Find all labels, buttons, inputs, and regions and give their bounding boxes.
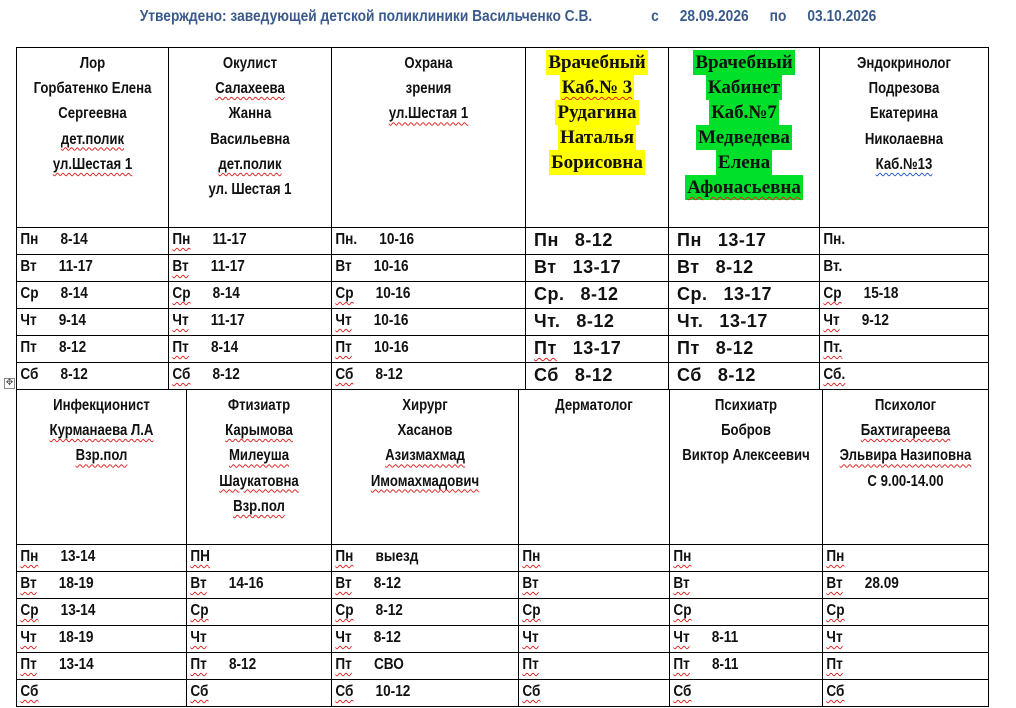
weekday-label: Ср: [190, 602, 209, 619]
doctor-name: Афонасьевна: [687, 177, 801, 198]
hours-value: 8-12: [580, 284, 619, 304]
schedule-cell: [169, 228, 332, 255]
schedule-cell: [332, 572, 519, 599]
doctor-name: Бахтигареева: [860, 422, 951, 440]
schedule-table-bottom: [16, 389, 989, 707]
weekday-label: Пн.: [335, 231, 358, 248]
address: ул.Шестая 1: [388, 105, 469, 123]
weekday-label: Ср.: [677, 284, 708, 304]
table-move-handle-icon[interactable]: ✥: [5, 378, 14, 388]
schedule-cell: [823, 572, 989, 599]
weekday-label: Пт: [677, 338, 700, 358]
doctor-cell-khirurg: [332, 390, 519, 545]
hours-value: 8-11: [711, 656, 739, 673]
schedule-cell: [820, 228, 989, 255]
schedule-cell: [17, 336, 169, 363]
weekday-label: Сб.: [823, 366, 846, 383]
schedule-row: [17, 363, 989, 390]
schedule-cell: [17, 228, 169, 255]
schedule-row: [17, 309, 989, 336]
doctor-name: Екатерина: [870, 105, 938, 123]
address: ул. Шестая 1: [208, 181, 292, 199]
hours-value: 13-17: [719, 311, 768, 331]
doctor-cell-okulist: [169, 48, 332, 228]
document-header: [71, 8, 945, 26]
weekday-label: Вт: [826, 575, 843, 592]
schedule-sheet: [16, 47, 989, 701]
hours-value: 13-14: [58, 656, 94, 673]
weekday-label: Пн: [20, 548, 39, 565]
hours-value: 10-16: [373, 339, 409, 356]
schedule-cell: [519, 545, 670, 572]
schedule-cell: [187, 680, 332, 707]
specialty: Окулист: [222, 55, 278, 72]
schedule-cell: [823, 653, 989, 680]
schedule-cell: [17, 282, 169, 309]
schedule-cell: [519, 680, 670, 707]
weekday-label: Вт: [673, 575, 690, 592]
hours-value: 18-19: [58, 629, 94, 646]
hours-value: 28.09: [864, 575, 899, 592]
schedule-row: [17, 228, 989, 255]
location: дет.полик: [60, 130, 125, 148]
schedule-row: [17, 545, 989, 572]
doctor-name: Подрезова: [868, 80, 940, 98]
weekday-label: Сб: [335, 683, 354, 700]
weekday-label: Пт: [190, 656, 207, 673]
schedule-cell: [332, 545, 519, 572]
weekday-label: ПН: [190, 548, 211, 565]
weekday-label: Сб: [522, 683, 541, 700]
hours-value: 11-17: [58, 258, 93, 275]
hours-value: 10-16: [373, 312, 409, 329]
weekday-label: Пн: [20, 231, 39, 248]
hours-value: 14-16: [228, 575, 264, 592]
weekday-label: Вт: [335, 258, 352, 275]
specialty: Эндокринолог: [857, 55, 951, 72]
weekday-label: Чт.: [534, 311, 561, 331]
schedule-cell: [526, 363, 669, 390]
hours-value: 8-12: [574, 230, 613, 250]
doctor-name: Азизмахмад: [385, 447, 465, 465]
schedule-cell: [820, 255, 989, 282]
weekday-label: Чт: [190, 629, 207, 646]
weekday-label: Пн: [826, 548, 845, 565]
hours-value: 11-17: [210, 258, 245, 275]
weekday-label: Чт: [20, 312, 37, 329]
schedule-cell: [332, 282, 526, 309]
schedule-cell: [669, 309, 820, 336]
schedule-cell: [669, 363, 820, 390]
weekday-label: Чт: [826, 629, 843, 646]
hours-value: 9-12: [861, 312, 889, 329]
doctor-name: Наталья: [559, 127, 634, 148]
doctor-name: Васильевна: [210, 130, 290, 148]
weekday-label: Сб: [20, 366, 39, 383]
schedule-cell: [17, 309, 169, 336]
doctor-name: Эльвира Назиповна: [839, 447, 972, 465]
hours-value: 10-16: [373, 258, 409, 275]
cabinet: Каб.№ 3: [561, 77, 633, 98]
schedule-cell: [526, 309, 669, 336]
doctor-cell-dermatolog: [519, 390, 670, 545]
from-date: 28.09.2026: [679, 8, 749, 25]
schedule-cell: [526, 228, 669, 255]
doctor-name: Курманаева Л.А: [49, 422, 154, 440]
schedule-cell: [17, 680, 187, 707]
hours-value: 8-14: [212, 285, 240, 302]
weekday-label: Вт: [172, 258, 189, 275]
weekday-label: Чт: [172, 312, 189, 329]
hours-value: 8-12: [373, 575, 402, 592]
hours-value: 8-12: [715, 257, 754, 277]
schedule-cell: [823, 680, 989, 707]
weekday-label: Вт: [534, 257, 557, 277]
hours-value: 13-17: [572, 257, 622, 277]
hours-value: 8-12: [375, 602, 403, 619]
weekday-label: Чт.: [677, 311, 704, 331]
weekday-label: Пт: [335, 339, 352, 356]
doctor-name: Горбатенко Елена: [33, 80, 152, 98]
doctor-cell-cabinet-7: [669, 48, 820, 228]
hours-value: 8-12: [60, 366, 88, 383]
schedule-cell: [17, 572, 187, 599]
from-label: с: [651, 8, 659, 25]
doctor-name: Рудагина: [557, 102, 637, 123]
hours-value: 8-12: [574, 365, 613, 385]
weekday-label: Вт.: [823, 258, 843, 275]
schedule-cell: [17, 363, 169, 390]
schedule-cell: [187, 653, 332, 680]
weekday-label: Вт: [190, 575, 207, 592]
hours-value: 13-17: [572, 338, 622, 358]
location: Взр.пол: [233, 497, 285, 515]
doctor-name: Хасанов: [397, 422, 453, 440]
weekday-label: Чт: [522, 629, 539, 646]
weekday-label: Пн: [677, 230, 702, 250]
hours-value: 8-14: [60, 231, 88, 248]
weekday-label: Пт: [335, 656, 352, 673]
doctor-name: Жанна: [228, 105, 272, 123]
hours-value: 11-17: [210, 312, 245, 329]
doctor-name: Сергеевна: [58, 105, 127, 123]
weekday-label: Чт: [673, 629, 690, 646]
weekday-label: Сб: [20, 683, 39, 700]
schedule-cell: [670, 572, 823, 599]
reception-hours: С 9.00-14.00: [867, 472, 944, 490]
hours-value: 8-12: [373, 629, 401, 646]
doctor-cell-psikhiatr: [670, 390, 823, 545]
weekday-label: Вт: [20, 575, 37, 592]
weekday-label: Ср: [522, 602, 541, 619]
to-date: 03.10.2026: [807, 8, 877, 25]
schedule-cell: [332, 626, 519, 653]
cabinet: Каб.№7: [711, 102, 777, 123]
schedule-cell: [169, 282, 332, 309]
weekday-label: Вт: [522, 575, 539, 592]
hours-value: 13-14: [60, 602, 96, 619]
specialty: зрения: [405, 80, 452, 98]
cabinet: Каб.№13: [875, 155, 933, 173]
weekday-label: Вт: [335, 575, 352, 592]
hours-value: 8-14: [210, 339, 239, 356]
schedule-table-top: [16, 47, 989, 390]
location: дет.полик: [218, 155, 282, 173]
doctor-name: Шаукатовна: [219, 472, 299, 490]
schedule-cell: [823, 545, 989, 572]
doctor-name: Карымова: [225, 422, 293, 440]
weekday-label: Сб: [335, 366, 354, 383]
schedule-cell: [519, 599, 670, 626]
doctor-name: Виктор Алексеевич: [682, 447, 810, 465]
weekday-label: Пт: [522, 656, 539, 673]
specialty: Врачебный: [548, 52, 646, 73]
schedule-cell: [17, 653, 187, 680]
hours-value: 9-14: [58, 312, 86, 329]
address: ул.Шестая 1: [52, 155, 133, 173]
schedule-cell: [526, 336, 669, 363]
doctor-name: Салахеева: [215, 80, 285, 98]
hours-value: 8-11: [711, 629, 739, 646]
hours-value: 15-18: [863, 285, 899, 302]
hours-value: 8-14: [60, 285, 88, 302]
doctor-header-row: [17, 48, 989, 228]
schedule-cell: [670, 653, 823, 680]
schedule-cell: [526, 282, 669, 309]
doctor-cell-psikholog: [823, 390, 989, 545]
doctor-name: Борисовна: [551, 152, 643, 173]
hours-value: 18-19: [58, 575, 94, 592]
schedule-cell: [823, 626, 989, 653]
schedule-cell: [526, 255, 669, 282]
schedule-cell: [820, 336, 989, 363]
specialty: Фтизиатр: [227, 397, 291, 414]
schedule-cell: [332, 363, 526, 390]
schedule-cell: [823, 599, 989, 626]
weekday-label: Ср: [335, 285, 354, 302]
specialty: Психиатр: [714, 397, 778, 414]
specialty: Врачебный: [695, 52, 793, 73]
schedule-cell: [332, 680, 519, 707]
weekday-label: Чт: [20, 629, 37, 646]
schedule-cell: [169, 363, 332, 390]
schedule-cell: [187, 599, 332, 626]
doctor-name: Николаевна: [864, 130, 944, 148]
doctor-cell-ftiziatr: [187, 390, 332, 545]
schedule-cell: [519, 653, 670, 680]
weekday-label: Пн: [534, 230, 559, 250]
weekday-label: Чт: [823, 312, 840, 329]
schedule-row: [17, 626, 989, 653]
hours-value: 8-12: [58, 339, 87, 356]
schedule-cell: [670, 680, 823, 707]
schedule-cell: [17, 545, 187, 572]
weekday-label: Пт: [673, 656, 690, 673]
schedule-cell: [332, 309, 526, 336]
weekday-label: Пт.: [823, 339, 843, 356]
weekday-label: Пн: [172, 231, 191, 248]
hours-value: 10-12: [375, 683, 411, 700]
schedule-cell: [519, 572, 670, 599]
hours-value: выезд: [375, 548, 419, 565]
to-label: по: [769, 8, 787, 25]
weekday-label: Сб: [673, 683, 692, 700]
hours-value: 10-16: [379, 231, 415, 248]
doctor-name: Медведева: [698, 127, 790, 148]
schedule-cell: [820, 363, 989, 390]
doctor-cell-endokrinolog: [820, 48, 989, 228]
specialty: Инфекционист: [53, 397, 150, 414]
schedule-cell: [332, 255, 526, 282]
schedule-cell: [332, 653, 519, 680]
schedule-cell: [169, 336, 332, 363]
schedule-cell: [820, 282, 989, 309]
hours-value: 8-12: [717, 365, 756, 385]
schedule-row: [17, 653, 989, 680]
doctor-cell-lor: [17, 48, 169, 228]
schedule-cell: [169, 309, 332, 336]
weekday-label: Ср: [335, 602, 354, 619]
weekday-label: Пн: [522, 548, 541, 565]
specialty: Лор: [79, 55, 106, 72]
hours-value: 13-17: [717, 230, 767, 250]
hours-value: 8-12: [212, 366, 240, 383]
schedule-cell: [187, 626, 332, 653]
schedule-cell: [670, 599, 823, 626]
weekday-label: Ср: [823, 285, 842, 302]
weekday-label: Сб: [826, 683, 845, 700]
specialty: Охрана: [404, 55, 453, 72]
hours-value: 11-17: [212, 231, 247, 248]
schedule-row: [17, 282, 989, 309]
specialty: Дерматолог: [555, 397, 633, 414]
schedule-cell: [820, 309, 989, 336]
weekday-label: Сб: [677, 365, 702, 385]
doctor-name: Бобров: [721, 422, 771, 440]
schedule-cell: [17, 255, 169, 282]
hours-value: 13-17: [723, 284, 773, 304]
doctor-cell-okhrana-zreniya: [332, 48, 526, 228]
schedule-cell: [17, 626, 187, 653]
doctor-name: Елена: [717, 152, 771, 173]
schedule-row: [17, 599, 989, 626]
schedule-cell: [169, 255, 332, 282]
weekday-label: Чт: [335, 312, 352, 329]
approval-text: Утверждено: заведующей детской поликлиники Васильченко С.В.: [139, 8, 593, 25]
weekday-label: Ср: [20, 285, 39, 302]
doctor-name: Милеуша: [228, 447, 290, 465]
schedule-row: [17, 336, 989, 363]
weekday-label: Сб: [534, 365, 559, 385]
schedule-cell: [332, 599, 519, 626]
specialty: Хирург: [402, 397, 448, 414]
doctor-cell-cabinet-3: [526, 48, 669, 228]
location: Взр.пол: [75, 447, 128, 465]
schedule-cell: [670, 545, 823, 572]
weekday-label: Сб: [172, 366, 191, 383]
weekday-label: Ср.: [534, 284, 565, 304]
schedule-cell: [669, 282, 820, 309]
weekday-label: Ср: [826, 602, 845, 619]
hours-value: 8-12: [375, 366, 403, 383]
schedule-cell: [332, 228, 526, 255]
doctor-cell-infekcionist: [17, 390, 187, 545]
schedule-cell: [187, 545, 332, 572]
schedule-row: [17, 572, 989, 599]
weekday-label: Пт: [20, 339, 37, 356]
schedule-cell: [332, 336, 526, 363]
schedule-cell: [670, 626, 823, 653]
schedule-cell: [669, 228, 820, 255]
hours-value: 8-12: [228, 656, 257, 673]
schedule-cell: [17, 599, 187, 626]
weekday-label: Вт: [20, 258, 37, 275]
hours-value: 8-12: [715, 338, 754, 358]
weekday-label: Пн: [673, 548, 692, 565]
schedule-cell: [519, 626, 670, 653]
hours-value: 13-14: [60, 548, 96, 565]
weekday-label: Пн: [335, 548, 354, 565]
weekday-label: Пт: [826, 656, 843, 673]
hours-value: СВО: [373, 656, 404, 673]
schedule-cell: [669, 336, 820, 363]
weekday-label: Чт: [335, 629, 352, 646]
weekday-label: Пн.: [823, 231, 846, 248]
weekday-label: Вт: [677, 257, 700, 277]
schedule-cell: [187, 572, 332, 599]
weekday-label: Пт: [534, 338, 557, 358]
schedule-row: [17, 255, 989, 282]
doctor-header-row: [17, 390, 989, 545]
hours-value: 10-16: [375, 285, 411, 302]
specialty: Кабинет: [707, 77, 781, 98]
weekday-label: Ср: [172, 285, 191, 302]
weekday-label: Ср: [673, 602, 692, 619]
weekday-label: Пт: [172, 339, 189, 356]
weekday-label: Ср: [20, 602, 39, 619]
doctor-name: Имомахмадович: [370, 472, 480, 490]
weekday-label: Сб: [190, 683, 209, 700]
hours-value: 8-12: [576, 311, 615, 331]
weekday-label: Пт: [20, 656, 37, 673]
schedule-row: [17, 680, 989, 707]
schedule-cell: [669, 255, 820, 282]
specialty: Психолог: [874, 397, 937, 414]
